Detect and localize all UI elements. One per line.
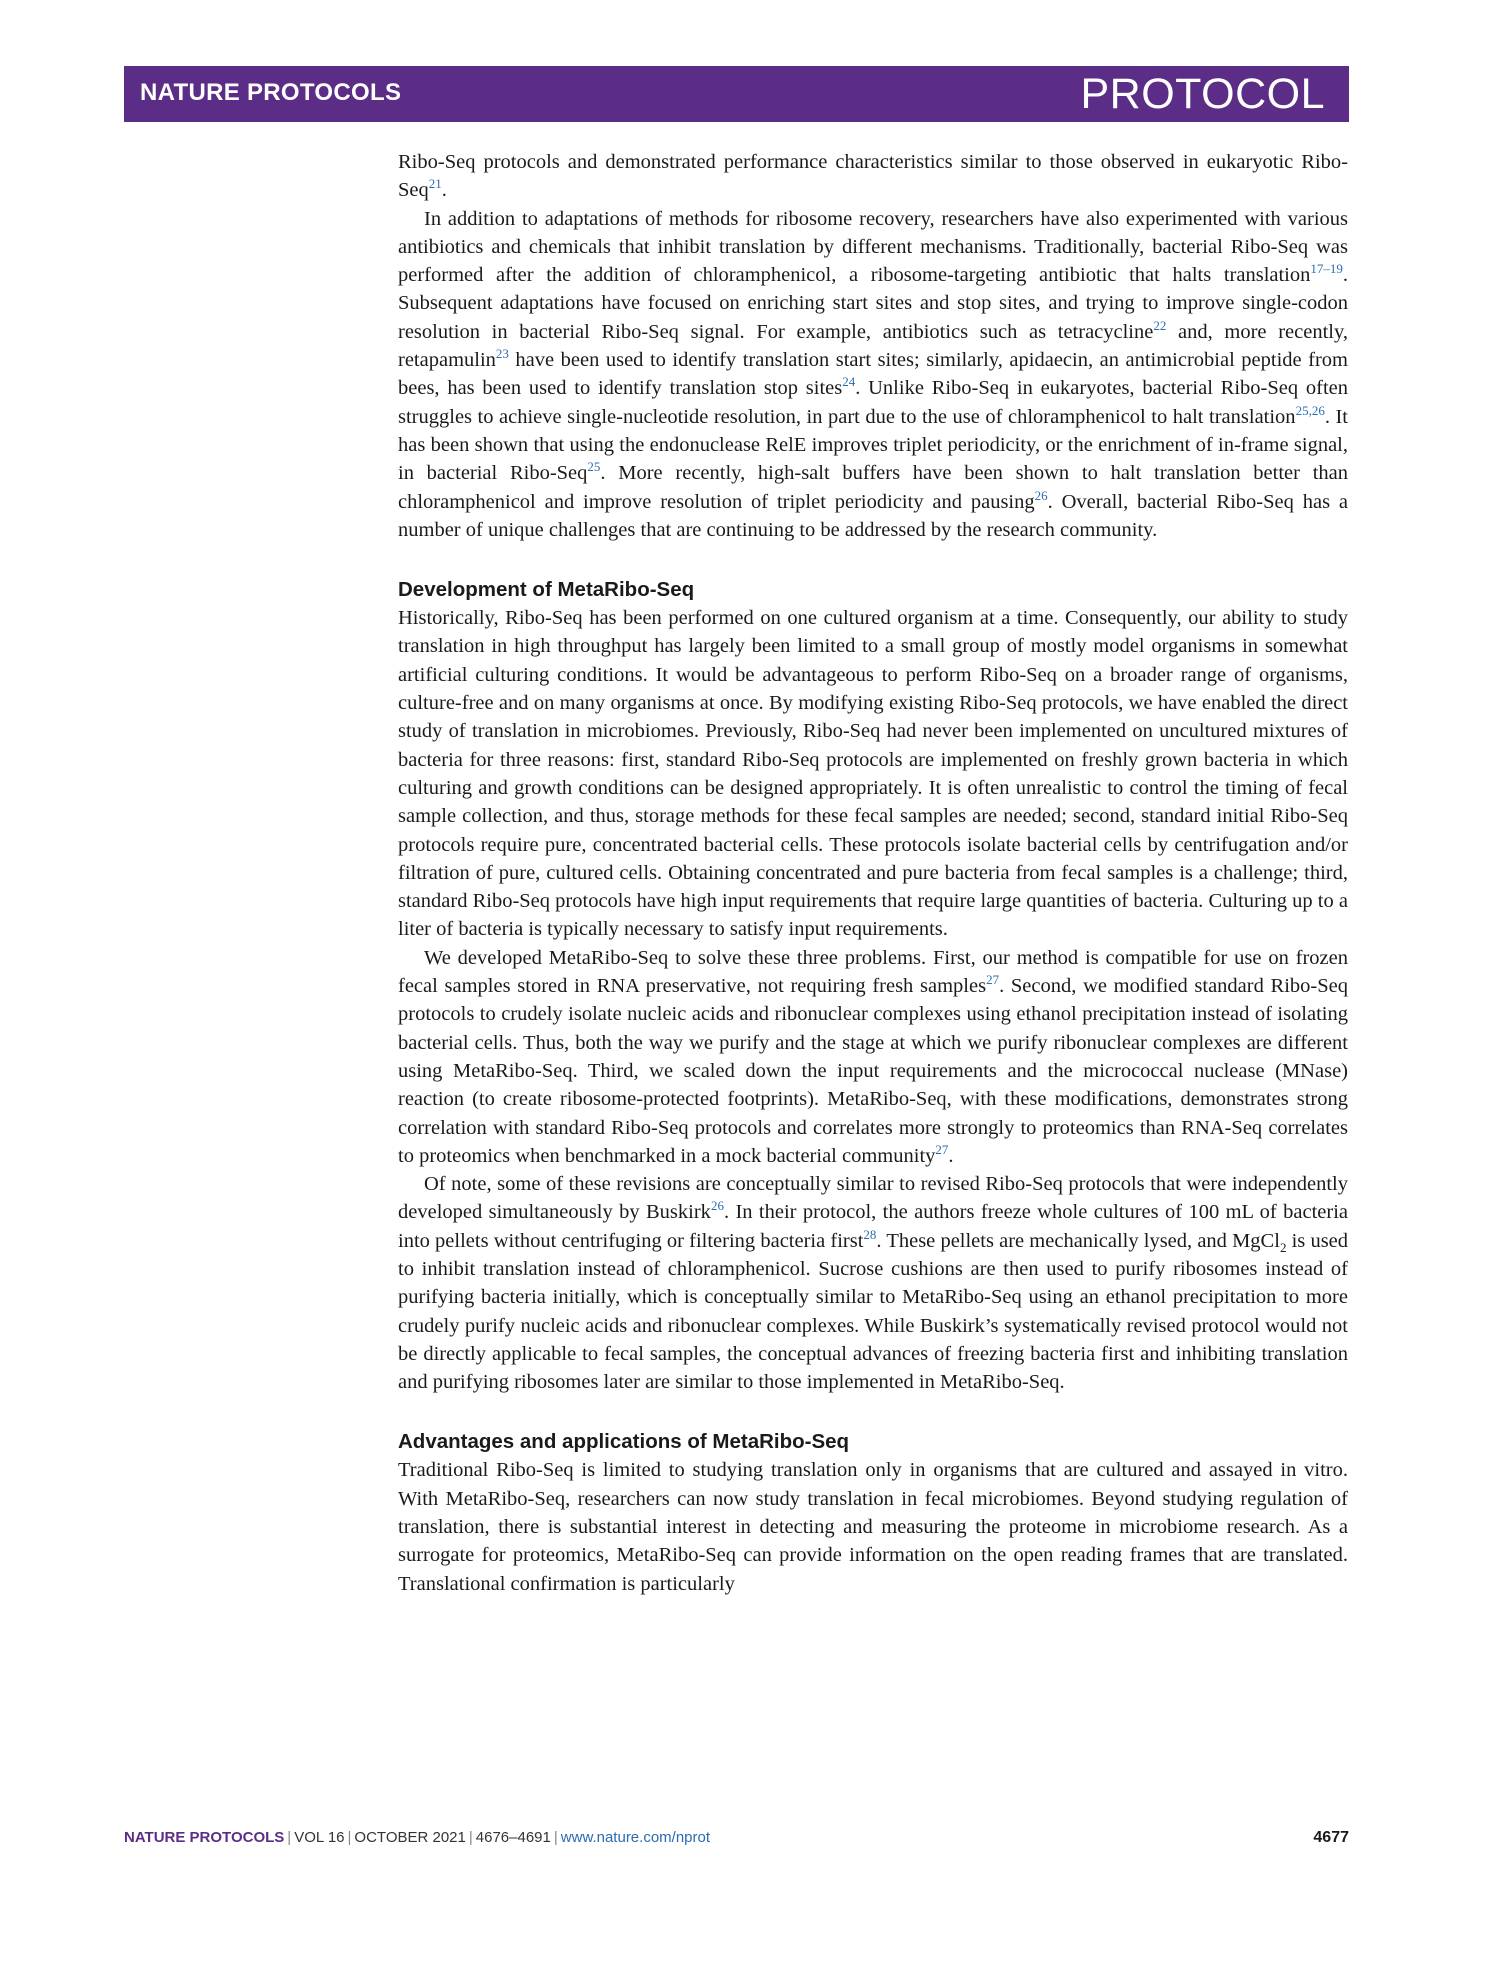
paragraph-development-history: Historically, Ribo-Seq has been performed on one cultured organism at a time. Consequently, our ability to study translation in high throughput has largely been limited to a small group of mostly model organisms in somewhat artificial culturing conditions. It would be advantageous to perform Ribo-Seq on a broader range of organisms, culture-free and on many organisms at once. By modifying existing Ribo-Seq protocols, we have enabled the direct study of translation in microbiomes. Previously, Ribo-Seq had never been implemented on uncultured mixtures of bacteria for three reasons: first, standard Ribo-Seq protocols are implemented on freshly grown bacteria in which culturing and growth conditions can be designed appropriately. It is often unrealistic to control the timing of fecal sample collection, and thus, storage methods for these fecal samples are needed; second, standard initial Ribo-Seq protocols require pure, concentrated bacterial cells. These protocols isolate bacterial cells by centrifugation and/or filtration of pure, cultured cells. Obtaining concentrated and pure bacteria from fecal samples is a challenge; third, standard Ribo-Seq protocols have high input requirements that require large quantities of bacteria. Culturing up to a liter of bacteria is typically necessary to satisfy input requirements. <box>398 607 1348 941</box>
section-heading-development: Development of MetaRibo-Seq <box>398 578 695 602</box>
article-body <box>398 148 1348 1598</box>
paragraph-continued: Ribo-Seq protocols and demonstrated performance characteristics similar to those observed in eukaryotic Ribo-Seq$^{21}$. <box>398 151 1348 202</box>
subscript: 2 <box>1279 1239 1287 1255</box>
footer-volume: VOL 16 <box>294 1829 345 1846</box>
page-footer: NATURE PROTOCOLS | VOL 16 | OCTOBER 2021 | 4676–4691 | www.nature.com/nprot 4677 <box>124 1829 1349 1846</box>
citation-link[interactable]: 21 <box>428 176 442 192</box>
section-heading-advantages: Advantages and applications of MetaRibo-Seq <box>398 1430 850 1454</box>
citation-link[interactable]: 23 <box>495 346 509 362</box>
citation-link[interactable]: 25 <box>587 459 601 475</box>
footer-journal: NATURE PROTOCOLS <box>124 1829 285 1846</box>
page-number: 4677 <box>1313 1829 1349 1846</box>
footer-pages: 4676–4691 <box>475 1829 551 1846</box>
citation-link[interactable]: 22 <box>1153 317 1167 333</box>
footer-url-link[interactable]: www.nature.com/nprot <box>560 1829 711 1846</box>
paragraph-advantages: Traditional Ribo-Seq is limited to studying translation only in organisms that are cultured and assayed in vitro. With MetaRibo-Seq, researchers can now study translation in fecal microbiomes. Beyond studying regulation of translation, there is substantial interest in detecting and measuring the proteome in microbiome research. As a surrogate for proteomics, MetaRibo-Seq can provide information on the open reading frames that are translated. Translational confirmation is particularly <box>398 1459 1348 1595</box>
journal-name: NATURE PROTOCOLS <box>140 79 402 106</box>
citation-link[interactable]: 25,26 <box>1295 402 1325 418</box>
paragraph-development-note: Of note, some of these revisions are conceptually similar to revised Ribo-Seq protocols that were independently developed simultaneously by Buskirk$^{26}$. In their protocol, the authors freeze whole cultures of 100 mL of bacteria into pellets without centrifuging or filtering bacteria first$^{28}$. These pellets are mechanically lysed, and MgCl$_2$ is used to inhibit translation instead of chloramphenicol. Sucrose cushions are then used to purify ribosomes instead of purifying bacteria initially, which is conceptually similar to MetaRibo-Seq using an ethanol precipitation to more crudely purify nucleic acids and ribonuclear complexes. While Buskirk’s systematically revised protocol would not be directly applicable to fecal samples, the conceptual advances of freezing bacteria first and inhibiting translation and purifying ribosomes later are similar to those implemented in MetaRibo-Seq. <box>398 1173 1349 1394</box>
citation-link[interactable]: 27 <box>935 1141 949 1157</box>
footer-date: OCTOBER 2021 <box>354 1829 466 1846</box>
citation-link[interactable]: 17–19 <box>1310 261 1343 277</box>
paragraph-antibiotics: In addition to adaptations of methods for ribosome recovery, researchers have also experimented with various antibiotics and chemicals that inhibit translation by different mechanisms. Traditionally, bacterial Ribo-Seq was performed after the addition of chloramphenicol, a ribosome-targeting antibiotic that halts translation$^{17-19}$. Subsequent adaptations have focused on enriching start sites and stop sites, and trying to improve single-codon resolution in bacterial Ribo-Seq signal. For example, antibiotics such as tetracycline$^{22}$ and, more recently, retapamulin$^{23}$ have been used to identify translation start sites; similarly, apidaecin, an antimicrobial peptide from bees, has been used to identify translation stop sites$^{24}$. Unlike Ribo-Seq in eukaryotes, bacterial Ribo-Seq often struggles to achieve single-nucleotide resolution, in part due to the use of chloramphenicol to halt translation$^{25,26}$. It has been shown that using the endonuclease RelE improves triplet periodicity, or the enrichment of in-frame signal, in bacterial Ribo-Seq$^{25}$. More recently, high-salt buffers have been shown to halt translation better than chloramphenicol and improve resolution of triplet periodicity and pausing$^{26}$. Overall, bacterial Ribo-Seq has a number of unique challenges that are continuing to be addressed by the research community. <box>398 207 1349 541</box>
citation-link[interactable]: 26 <box>710 1198 724 1214</box>
article-type-label: PROTOCOL <box>1080 70 1325 118</box>
paragraph-development-solution: We developed MetaRibo-Seq to solve these three problems. First, our method is compatible for use on frozen fecal samples stored in RNA preservative, not requiring fresh samples$^{27}$. Second, we modified standard Ribo-Seq protocols to crudely isolate nucleic acids and ribonuclear complexes using ethanol precipitation instead of isolating bacterial cells. Thus, both the way we purify and the stage at which we purify ribonuclear complexes are different using MetaRibo-Seq. Third, we scaled down the input requirements and the micrococcal nuclease (MNase) reaction (to create ribosome-protected footprints). MetaRibo-Seq, with these modifications, demonstrates strong correlation with standard Ribo-Seq protocols and correlates more strongly to proteomics than RNA-Seq correlates to proteomics when benchmarked in a mock bacterial community$^{27}$. <box>398 946 1348 1167</box>
journal-header-bar <box>124 66 1349 122</box>
citation-link[interactable]: 24 <box>842 374 856 390</box>
citation-link[interactable]: 26 <box>1034 487 1048 503</box>
citation-link[interactable]: 27 <box>986 972 1000 988</box>
citation-link[interactable]: 28 <box>863 1226 877 1242</box>
